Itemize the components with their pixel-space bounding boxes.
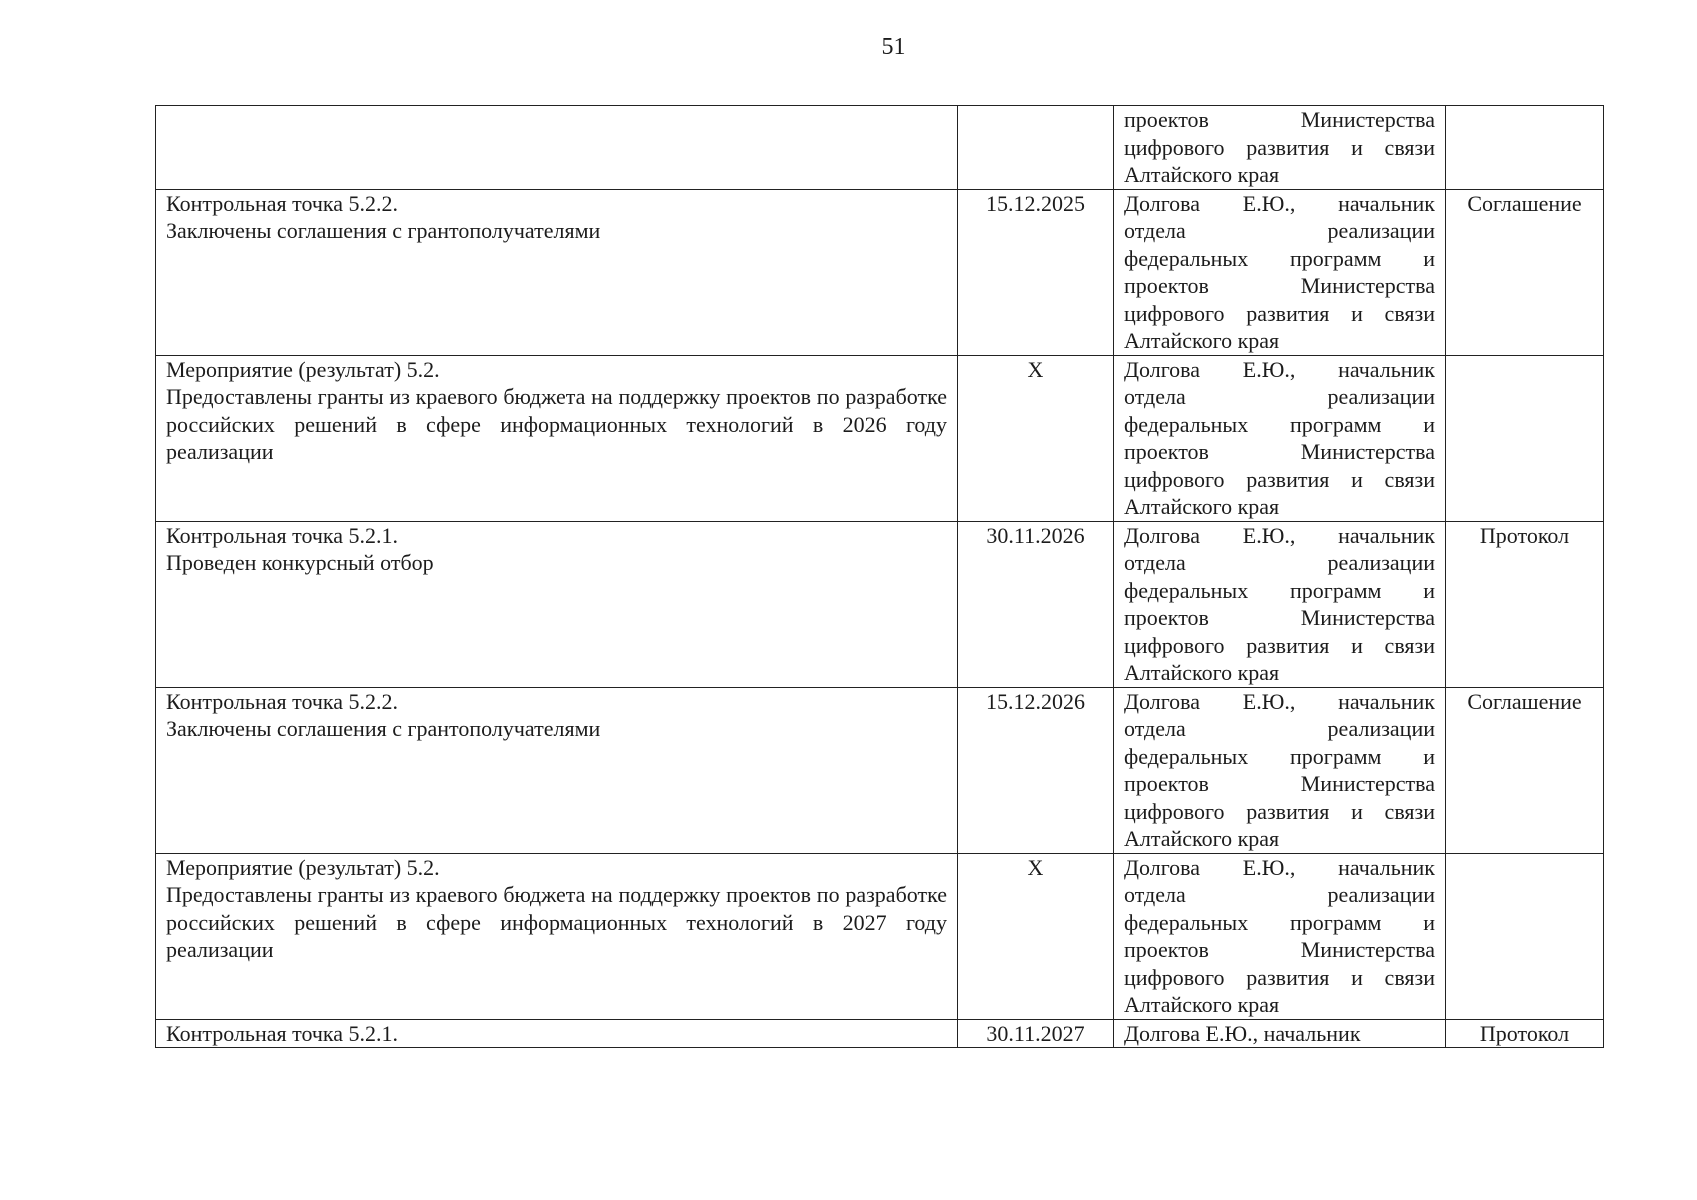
responsible-line: Алтайского края xyxy=(1124,992,1280,1017)
responsible-line: цифрового развития и связи xyxy=(1124,300,1435,326)
document-type-cell: Соглашение xyxy=(1446,687,1604,853)
responsible-cell xyxy=(1114,189,1446,355)
event-name-cell xyxy=(156,687,958,853)
responsible-line: проектов Министерства xyxy=(1124,439,1435,464)
responsible-line: Долгова Е.Ю., начальник xyxy=(1124,356,1435,382)
event-description: Проведен конкурсный отбор xyxy=(166,550,434,575)
event-name-cell xyxy=(156,189,958,355)
responsible-line: Долгова Е.Ю., начальник xyxy=(1124,854,1435,880)
responsible-line: отдела реализации xyxy=(1124,550,1435,575)
deadline-cell: 15.12.2025 xyxy=(958,189,1114,355)
responsible-line: цифрового развития и связи xyxy=(1124,964,1435,990)
document-type-cell: Протокол xyxy=(1446,521,1604,687)
responsible-line: Долгова Е.Ю., начальник xyxy=(1124,522,1435,548)
responsible-line: проектов Министерства xyxy=(1124,605,1435,630)
event-name-cell xyxy=(156,1019,958,1048)
responsible-line: отдела реализации xyxy=(1124,716,1435,741)
responsible-cell xyxy=(1114,853,1446,1019)
responsible-line: Долгова Е.Ю., начальник xyxy=(1124,1020,1361,1046)
responsible-line: Алтайского края xyxy=(1124,826,1280,851)
event-title: Контрольная точка 5.2.2. xyxy=(166,190,399,216)
document-type-cell xyxy=(1446,853,1604,1019)
event-description: Предоставлены гранты из краевого бюджета на поддержку проектов по разработке российских решений в сфере информационных технологий в 2027 году реализации xyxy=(166,882,947,962)
responsible-line: Алтайского края xyxy=(1124,660,1280,685)
table-row xyxy=(156,687,1604,853)
responsible-line: федеральных программ и xyxy=(1124,743,1435,769)
table-row xyxy=(156,106,1604,190)
responsible-line: отдела реализации xyxy=(1124,384,1435,409)
responsible-line: федеральных программ и xyxy=(1124,909,1435,935)
responsible-line: федеральных программ и xyxy=(1124,411,1435,437)
responsible-line: Алтайского края xyxy=(1124,328,1280,353)
deadline-cell: 30.11.2026 xyxy=(958,521,1114,687)
responsible-line: отдела реализации xyxy=(1124,882,1435,907)
event-name-cell xyxy=(156,106,958,190)
responsible-line: проектов Министерства xyxy=(1124,273,1435,298)
responsible-line: Алтайского края xyxy=(1124,162,1280,187)
table-row xyxy=(156,853,1604,1019)
responsible-cell xyxy=(1114,355,1446,521)
table-row xyxy=(156,355,1604,521)
document-type-cell xyxy=(1446,355,1604,521)
responsible-line: проектов Министерства xyxy=(1124,771,1435,796)
event-description: Заключены соглашения с грантополучателями xyxy=(166,218,601,243)
responsible-line: Алтайского края xyxy=(1124,494,1280,519)
deadline-cell xyxy=(958,106,1114,190)
table-row xyxy=(156,189,1604,355)
event-title: Контрольная точка 5.2.1. xyxy=(166,522,399,548)
plan-table xyxy=(155,105,1604,1048)
responsible-line: федеральных программ и xyxy=(1124,245,1435,271)
event-title: Контрольная точка 5.2.2. xyxy=(166,688,399,714)
event-name-cell xyxy=(156,853,958,1019)
responsible-cell xyxy=(1114,106,1446,190)
event-description: Предоставлены гранты из краевого бюджета на поддержку проектов по разработке российских решений в сфере информационных технологий в 2026 году реализации xyxy=(166,384,947,464)
responsible-cell xyxy=(1114,1019,1446,1048)
document-type-cell: Протокол xyxy=(1446,1019,1604,1048)
responsible-line: Долгова Е.Ю., начальник xyxy=(1124,688,1435,714)
responsible-cell xyxy=(1114,521,1446,687)
deadline-cell: 15.12.2026 xyxy=(958,687,1114,853)
responsible-cell xyxy=(1114,687,1446,853)
page-number: 51 xyxy=(881,34,906,60)
responsible-line: цифрового развития и связи xyxy=(1124,134,1435,160)
responsible-line: цифрового развития и связи xyxy=(1124,632,1435,658)
deadline-cell: 30.11.2027 xyxy=(958,1019,1114,1048)
responsible-line: отдела реализации xyxy=(1124,218,1435,243)
document-type-cell: Соглашение xyxy=(1446,189,1604,355)
event-name-cell xyxy=(156,355,958,521)
responsible-line: федеральных программ и xyxy=(1124,577,1435,603)
deadline-cell: X xyxy=(958,355,1114,521)
deadline-cell: X xyxy=(958,853,1114,1019)
event-name-cell xyxy=(156,521,958,687)
event-title: Мероприятие (результат) 5.2. xyxy=(166,356,440,382)
responsible-line: проектов Министерства xyxy=(1124,107,1435,132)
table-row xyxy=(156,1019,1604,1048)
document-type-cell xyxy=(1446,106,1604,190)
responsible-line: проектов Министерства xyxy=(1124,937,1435,962)
table-row xyxy=(156,521,1604,687)
event-description: Заключены соглашения с грантополучателями xyxy=(166,716,601,741)
responsible-line: Долгова Е.Ю., начальник xyxy=(1124,190,1435,216)
responsible-line: цифрового развития и связи xyxy=(1124,466,1435,492)
responsible-line: цифрового развития и связи xyxy=(1124,798,1435,824)
event-title: Контрольная точка 5.2.1. xyxy=(166,1020,399,1046)
plan-table-body xyxy=(156,106,1604,1048)
event-title: Мероприятие (результат) 5.2. xyxy=(166,854,440,880)
